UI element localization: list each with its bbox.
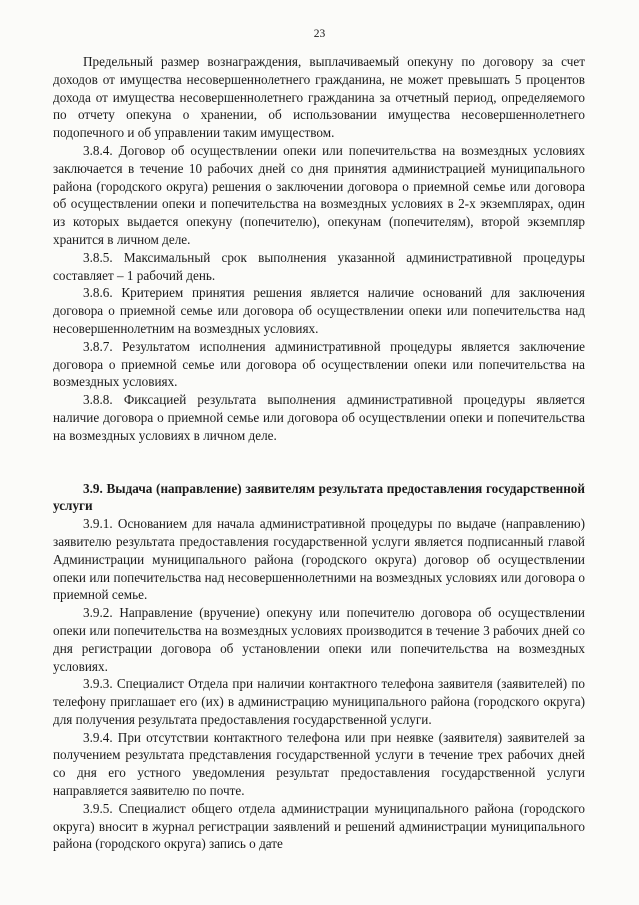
page-number: 23 — [313, 28, 326, 40]
document-body — [53, 53, 585, 853]
paragraph-3-8-7: 3.8.7. Результатом исполнения административной процедуры является заключение договора о приемной семье или договора об осуществлении опеки или попечительства на возмездных условиях. — [53, 338, 585, 390]
paragraph-3-9-2: 3.9.2. Направление (вручение) опекуну или попечителю договора об осуществлении опеки или попечительства на возмездных условиях производится в течение 3 рабочих дней со дня регистрации договора об установлении опеки или попечительства на возмездных условиях. — [53, 605, 585, 674]
paragraph-3-8-4: 3.8.4. Договор об осуществлении опеки или попечительства на возмездных условиях заключается в течение 10 рабочих дней со дня принятия администрацией муниципального района (городского округа) решения о заключении договора о приемной семье или договора об осуществлении опеки и попечительства на возмездных условиях в 2-х экземплярах, один из которых выдается опекуну (попечителю), опекунам (попечителям), второй экземпляр хранится в личном деле. — [53, 142, 585, 247]
section-heading-3-9: 3.9. Выдача (направление) заявителям результата предоставления государственной услуги — [53, 480, 585, 514]
paragraph-3-9-4: 3.9.4. При отсутствии контактного телефона или при неявке (заявителя) заявителей за получением результата представления государственной услуги в течение трех рабочих дней со дня его устного уведомления результат предоставления государственной услуги направляется заявителю по почте. — [53, 729, 585, 799]
paragraph-3-8-6: 3.8.6. Критерием принятия решения является наличие оснований для заключения договора о приемной семье или договора об осуществлении опеки или попечительства над несовершеннолетним на возмездных условиях. — [53, 285, 585, 336]
paragraph-remuneration-limit: Предельный размер вознаграждения, выплачиваемый опекуну по договору за счет доходов от имущества несовершеннолетнего гражданина, не может превышать 5 процентов дохода от имущества несовершеннолетнего гражданина за отчетный период, определяемого по отчету опекуна о хранении, об использовании имущества несовершеннолетнего подопечного и об управлении таким имуществом. — [53, 54, 585, 141]
paragraph-3-9-5: 3.9.5. Специалист общего отдела администрации муниципального района (городского округа) вносит в журнал регистрации заявлений и решений администрации муниципального района (городского округа) запись о дате — [53, 800, 585, 852]
paragraph-3-8-8: 3.8.8. Фиксацией результата выполнения административной процедуры является наличие договора о приемной семье или договора об осуществлении опеки и попечительства на возмездных условиях в личном деле. — [53, 392, 585, 443]
paragraph-3-9-3: 3.9.3. Специалист Отдела при наличии контактного телефона заявителя (заявителей) по телефону приглашает его (их) в администрацию муниципального района (городского округа) для получения результата предоставления государственной услуги. — [53, 676, 585, 727]
paragraph-3-8-5: 3.8.5. Максимальный срок выполнения указанной административной процедуры составляет – 1 рабочий день. — [53, 249, 585, 283]
paragraph-3-9-1: 3.9.1. Основанием для начала административной процедуры по выдаче (направлению) заявителю результата предоставления государственной услуги является подписанный главой Администрации муниципального района (городского округа) договор об осуществлении опеки или попечительства над несовершеннолетними на возмездных условиях или договора о приемной семье. — [53, 516, 585, 603]
